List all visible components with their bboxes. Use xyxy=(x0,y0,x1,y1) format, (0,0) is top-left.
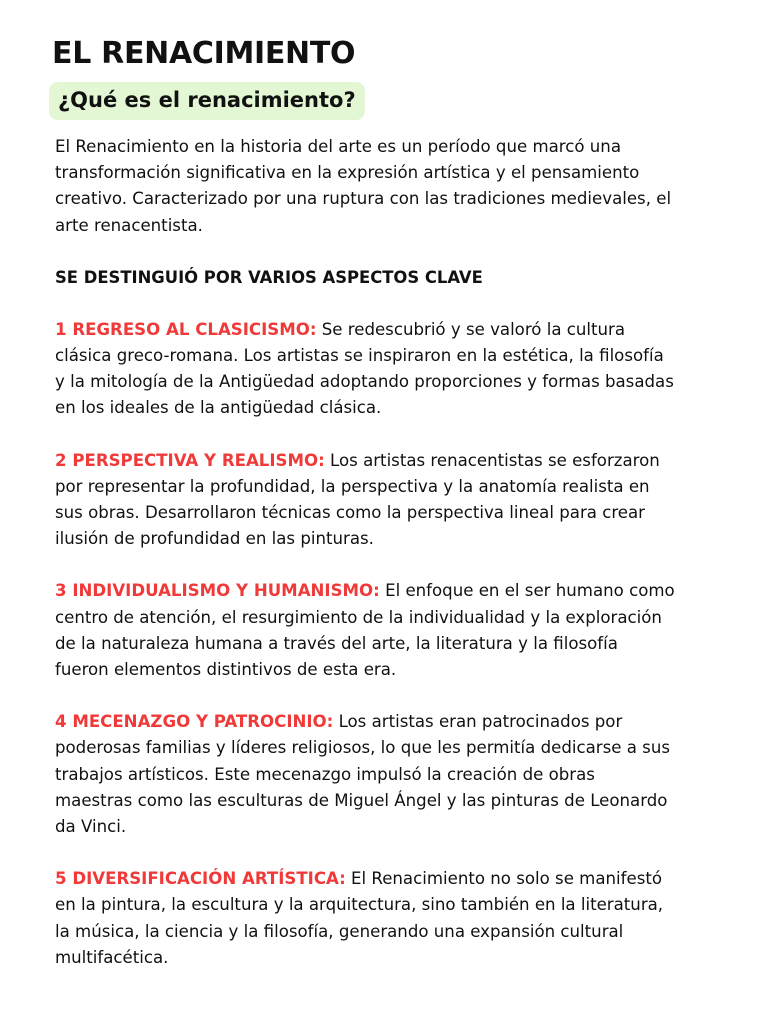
aspect-item-3 xyxy=(55,578,675,683)
subtitle-highlight xyxy=(49,82,365,120)
section-heading: SE DESTINGUIÓ POR VARIOS ASPECTOS CLAVE xyxy=(55,267,483,287)
aspect-item-text: Los artistas renacentistas se esforzaron por representar la profundidad, la perspectiva y la anatomía realista en sus obras. Desarrollaron técnicas como la perspectiva lineal para crear ilusión de profundidad en las pinturas. xyxy=(55,450,660,549)
aspect-item-text: El Renacimiento no solo se manifestó en la pintura, la escultura y la arquitectura, sino también en la literatura, la música, la ciencia y la filosofía, generando una expansión cultural multifacética. xyxy=(55,869,664,967)
aspect-item-text: Los artistas eran patrocinados por poderosas familias y líderes religiosos, lo que les permitía dedicarse a sus trabajos artísticos. Este mecenazgo impulsó la creación de obras maestras como las esculturas de Miguel Ángel y las pinturas de Leonardo da Vinci. xyxy=(55,712,670,837)
subtitle: ¿Qué es el renacimiento? xyxy=(58,88,356,112)
aspect-item-text: Se redescubrió y se valoró la cultura clásica greco-romana. Los artistas se inspiraron en la estética, la filosofía y la mitología de la Antigüedad adoptando proporciones y formas basadas en los ideales de la antigüedad clásica. xyxy=(55,319,674,418)
aspect-item-title: 1 REGRESO AL CLASICISMO: xyxy=(55,319,317,339)
page-title: EL RENACIMIENTO xyxy=(52,36,356,71)
intro-paragraph: El Renacimiento en la historia del arte es un período que marcó una transformación significativa en la expresión artística y el pensamiento creativo. Caracterizado por una ruptura con las tradiciones medievales, el arte renacentista. xyxy=(55,137,672,235)
aspect-item-1 xyxy=(55,317,675,422)
aspect-item-title: 2 PERSPECTIVA Y REALISMO: xyxy=(55,450,325,470)
aspect-item-2 xyxy=(55,448,675,553)
aspect-item-text: El enfoque en el ser humano como centro de atención, el resurgimiento de la individualidad y la exploración de la naturaleza humana a través del arte, la literatura y la filosofía fueron elementos distintivos de esta era. xyxy=(55,581,675,680)
aspect-item-5 xyxy=(55,866,675,971)
aspect-item-title: 5 DIVERSIFICACIÓN ARTÍSTICA: xyxy=(55,869,346,889)
aspect-item-4 xyxy=(55,709,675,840)
aspect-item-title: 3 INDIVIDUALISMO Y HUMANISMO: xyxy=(55,581,380,601)
aspect-item-title: 4 MECENAZGO Y PATROCINIO: xyxy=(55,712,334,732)
